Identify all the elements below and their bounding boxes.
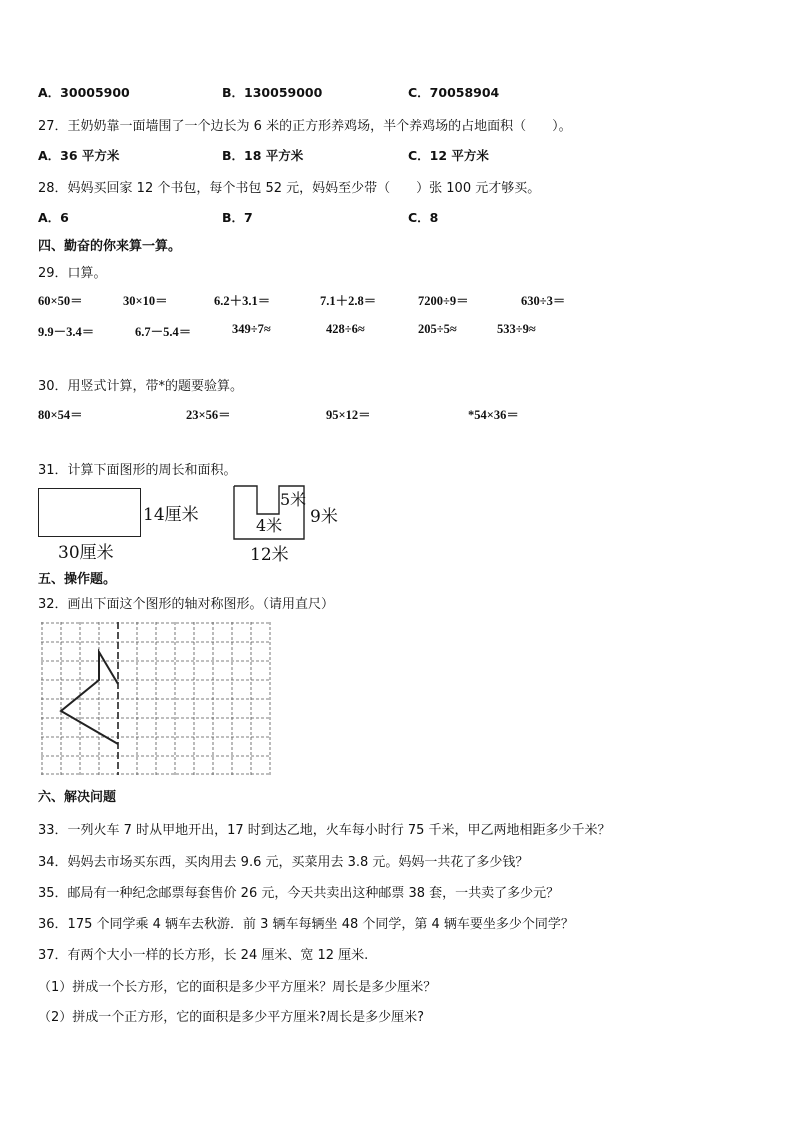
q27-option-b: B．18 平方米 [222, 148, 304, 163]
section-5-heading: 五、操作题。 [38, 572, 117, 587]
shape-width-label: 12米 [250, 545, 289, 565]
q28-option-c: C．8 [408, 210, 439, 225]
rect-width-label: 30厘米 [58, 543, 114, 563]
notch-height-label: 5米 [280, 490, 307, 509]
section-6-heading: 六、解决问题 [38, 790, 117, 805]
q29-item: 533÷9≈ [497, 322, 536, 336]
q29-item: 630÷3＝ [521, 294, 566, 308]
q29-item: 205÷5≈ [418, 322, 457, 336]
q35-text: 35．邮局有一种纪念邮票每套售价 26 元，今天共卖出这种邮票 38 套，一共卖了多少元？ [38, 886, 560, 901]
section-4-heading: 四、勤奋的你来算一算。 [38, 239, 182, 254]
q29-item: 9.9－3.4＝ [38, 325, 95, 339]
shape-height-label: 9米 [310, 507, 338, 527]
q26-option-c: C．70058904 [408, 85, 500, 100]
q30-item: 23×56＝ [186, 408, 231, 422]
q27-option-a: A．36 平方米 [38, 148, 120, 163]
q27-option-c: C．12 平方米 [408, 148, 489, 163]
q37-text: 37．有两个大小一样的长方形，长 24 厘米、宽 12 厘米. [38, 948, 369, 963]
q37-sub2: （2）拼成一个正方形，它的面积是多少平方厘米?周长是多少厘米? [38, 1010, 425, 1025]
q36-text: 36．175 个同学乘 4 辆车去秋游．前 3 辆车每辆坐 48 个同学，第 4 辆车要坐多少个同学？ [38, 917, 574, 932]
q30-item: 95×12＝ [326, 408, 371, 422]
q29-item: 6.2＋3.1＝ [214, 294, 271, 308]
q29-item: 60×50＝ [38, 294, 83, 308]
notch-width-label: 4米 [256, 516, 283, 535]
q30-item: 80×54＝ [38, 408, 83, 422]
symmetry-grid [41, 622, 273, 776]
q29-item: 7.1＋2.8＝ [320, 294, 377, 308]
q33-text: 33．一列火车 7 时从甲地开出，17 时到达乙地，火车每小时行 75 千米，甲乙两地相距多少千米？ [38, 823, 611, 838]
q29-item: 349÷7≈ [232, 322, 271, 336]
q29-item: 30×10＝ [123, 294, 168, 308]
q30-title: 30．用竖式计算，带*的题要验算。 [38, 379, 244, 394]
q29-title: 29．口算。 [38, 266, 107, 281]
q32-title: 32．画出下面这个图形的轴对称图形。（请用直尺） [38, 597, 335, 612]
q28-option-b: B．7 [222, 210, 253, 225]
q31-title: 31．计算下面图形的周长和面积。 [38, 463, 237, 478]
q37-sub1: （1）拼成一个长方形，它的面积是多少平方厘米？周长是多少厘米？ [38, 980, 437, 995]
q34-text: 34．妈妈去市场买东西，买肉用去 9.6 元，买菜用去 3.8 元。妈妈一共花了多少钱？ [38, 855, 529, 870]
q27-text: 27．王奶奶靠一面墙围了一个边长为 6 米的正方形养鸡场，半个养鸡场的占地面积（ ）。 [38, 119, 572, 134]
q28-text: 28．妈妈买回家 12 个书包，每个书包 52 元，妈妈至少带（ ）张 100 元才够买。 [38, 181, 541, 196]
rectangle-figure [38, 488, 141, 537]
q29-item: 6.7－5.4＝ [135, 325, 192, 339]
q30-item: *54×36＝ [468, 408, 519, 422]
q29-item: 428÷6≈ [326, 322, 365, 336]
q26-option-a: A．30005900 [38, 85, 130, 100]
rect-height-label: 14厘米 [143, 505, 199, 525]
given-figure [61, 652, 118, 744]
q29-item: 7200÷9＝ [418, 294, 469, 308]
q26-option-b: B．130059000 [222, 85, 323, 100]
q28-option-a: A．6 [38, 210, 69, 225]
